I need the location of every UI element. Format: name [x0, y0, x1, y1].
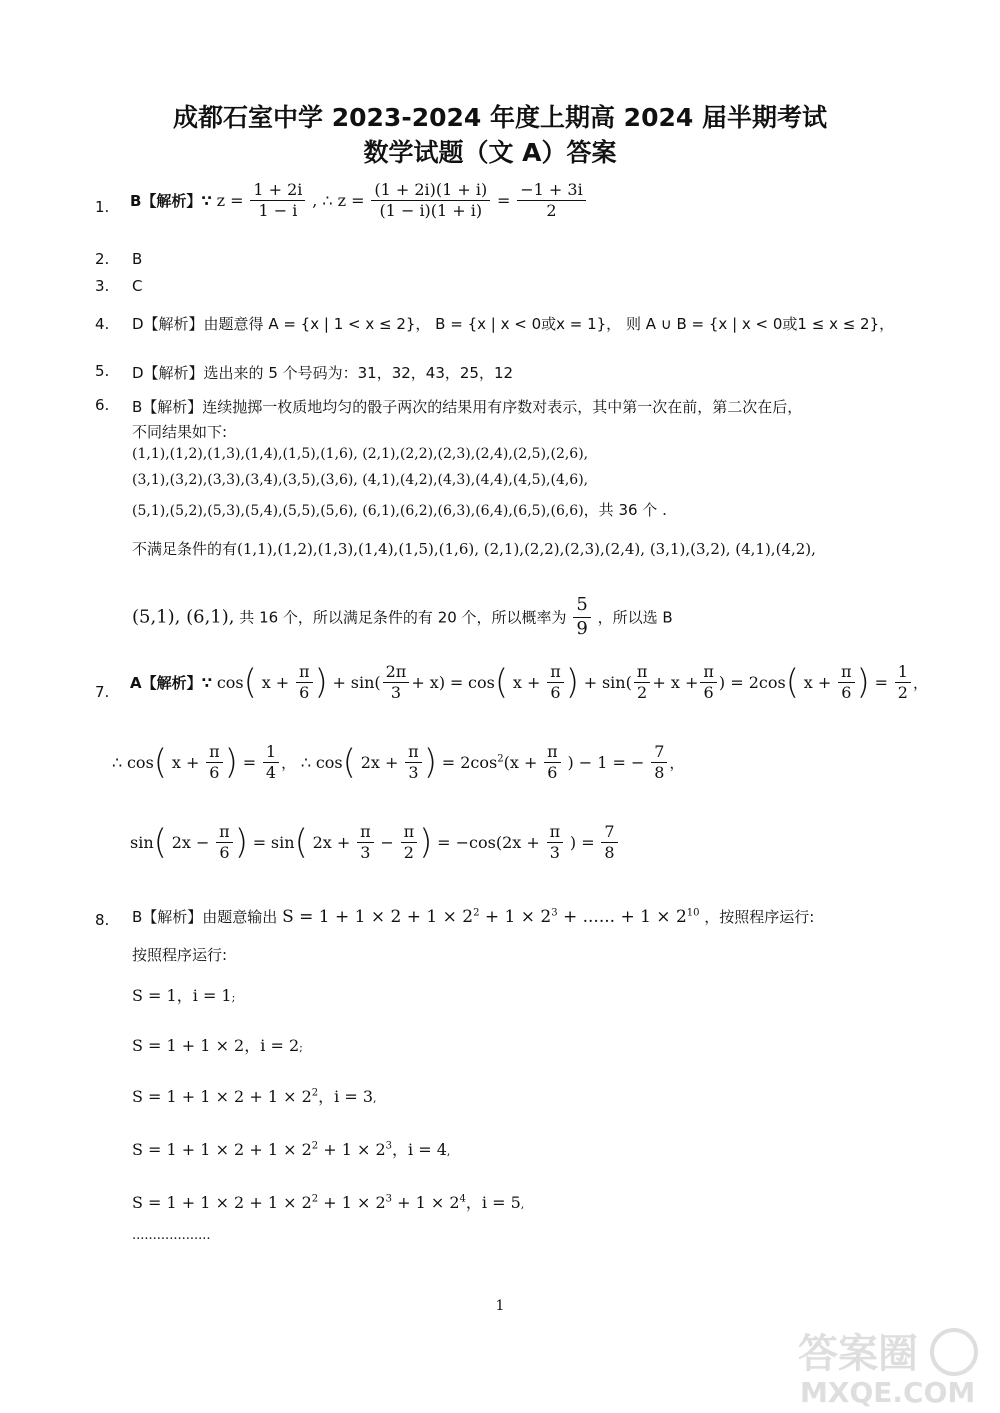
watermark-line2: MXQE.COM — [800, 1376, 976, 1407]
q8-prefix: B【解析】由题意输出 — [132, 908, 278, 926]
q2-answer: B — [132, 250, 143, 268]
q7-line2: ∴ cos( x + $\frac{\pi}{6}$ ) = $\frac{1}{4}$ ， ∴ cos( 2x + $\frac{\pi}{3}$ ) = $2\cos^2(x$ + $\frac{\pi}{6}$ ) − 1 = − $\frac{7}{8}$ ， — [112, 742, 685, 783]
q8-step-3: $S = 1 + 1 \times 2 + 1 \times 2^2$，i = 3, — [132, 1087, 377, 1106]
q7-line1: A【解析】∵ cos( x + $\frac{\pi}{6}$ ) + sin( $\frac{2\pi}{3}$ + x) = cos( x + $\frac{\pi}{6}$ ) + sin( $\frac{\pi}{2}$ + x + $\frac{\pi}{6}$ ) = 2cos( x + $\frac{\pi}{6}$ ) = $\frac{1}{2}$ ， — [130, 662, 928, 703]
q6-last-text: 共 16 个，所以满足条件的有 20 个，所以概率为 — [239, 608, 567, 627]
watermark-logo — [796, 1322, 986, 1407]
q8-step-5: $S = 1 + 1 \times 2 + 1 \times 2^2 + 1 \times 2^3 + 1 \times 2^4$，i = 5, — [132, 1193, 525, 1212]
q6-number: 6. — [95, 396, 110, 414]
q4-number: 4. — [95, 315, 110, 333]
q1-fraction-1: $\frac{1 + 2i}{1 - i}$ — [250, 180, 305, 221]
q1-fraction-2: $\frac{(1 + 2i)(1 + i)}{(1 - i)(1 + i)}$ — [371, 180, 490, 221]
q8-number: 8. — [95, 911, 110, 929]
page-number: 1 — [495, 1298, 505, 1314]
q3-number: 3. — [95, 277, 110, 295]
watermark-line1: 答案圈 — [798, 1331, 918, 1377]
q1-answer — [130, 180, 588, 221]
q6-conclusion-line — [132, 594, 673, 640]
q1-prefix: B【解析】∵ — [130, 192, 212, 210]
q6-unsat-pairs: (1,1),(1,2),(1,3),(1,4),(1,5),(1,6), (2,1),(2,2),(2,3),(2,4), (3,1),(3,2), (4,1),(4,2), — [237, 540, 816, 558]
q5-answer: D【解析】选出来的 5 个号码为：31，32，43，25，12 — [132, 364, 514, 382]
q8-step-4: $S = 1 + 1 \times 2 + 1 \times 2^2 + 1 \times 2^3$，i = 4, — [132, 1140, 451, 1159]
q8-line1: B【解析】由题意输出 $S = 1 + 1 \times 2 + 1 \times 2^2 + 1 \times 2^3$ + ...... + $1 \times 2^{10}$ ，按照程序运行: — [132, 907, 815, 927]
q6-line2: 不同结果如下: — [132, 423, 228, 441]
q6-probability: $\frac{5}{9}$ — [573, 594, 590, 640]
q4-answer: D【解析】由题意得 A = {x | 1 < x ≤ 2}， B = {x | x < 0或x = 1}， 则 A ∪ B = {x | x < 0或1 ≤ x ≤ 2}， — [132, 315, 895, 333]
q1-fraction-3: $\frac{-1 + 3i}{2}$ — [517, 180, 585, 221]
q8-suffix: ，按照程序运行: — [704, 908, 815, 926]
q6-last-pairs: (5,1), (6,1), — [132, 606, 235, 628]
q2-number: 2. — [95, 250, 110, 268]
page-title-line2: 数学试题（文 A）答案 — [363, 138, 617, 167]
q6-pairs-row1: (1,1),(1,2),(1,3),(1,4),(1,5),(1,6), (2,1),(2,2),(2,3),(2,4),(2,5),(2,6), — [132, 446, 589, 462]
q3-answer: C — [132, 277, 143, 295]
q6-pairs-row2: (3,1),(3,2),(3,3),(3,4),(3,5),(3,6), (4,1),(4,2),(4,3),(4,4),(4,5),(4,6), — [132, 472, 589, 488]
q6-unsat-label: 不满足条件的有 — [132, 540, 238, 558]
q6-unsatisfied — [132, 538, 816, 559]
q8-continuation-dots: ................... — [132, 1228, 211, 1243]
q8-step-2: S = 1 + 1 × 2，i = 2; — [132, 1036, 303, 1055]
q5-number: 5. — [95, 362, 110, 380]
q7-line3: sin( 2x − $\frac{\pi}{6}$ ) = sin( 2x + $\frac{\pi}{3}$ − $\frac{\pi}{2}$ ) = −cos(2x + $\frac{\pi}{3}$ ) = $\frac{7}{8}$ — [130, 822, 620, 863]
q8-line2: 按照程序运行: — [132, 946, 228, 964]
q6-line1: B【解析】连续抛掷一枚质地均匀的骰子两次的结果用有序数对表示，其中第一次在前，第二次在后， — [132, 398, 803, 416]
q1-z-eq: z = — [216, 191, 244, 210]
q6-pairs3-text: (5,1),(5,2),(5,3),(5,4),(5,5),(5,6), (6,1),(6,2),(6,3),(6,4),(6,5),(6,6) — [132, 503, 584, 519]
q6-total: ，共 36 个 . — [583, 501, 667, 519]
q1-eq: = — [497, 191, 511, 210]
q8-step-1: S = 1，i = 1; — [132, 986, 236, 1005]
q6-pairs-row3 — [132, 499, 667, 520]
q7-prefix: A【解析】∵ — [130, 674, 213, 692]
q7-number: 7. — [95, 683, 110, 701]
q1-number: 1. — [95, 198, 110, 216]
q6-conclusion: ，所以选 B — [597, 608, 673, 627]
q1-mid: , ∴ z = — [312, 191, 365, 210]
watermark-circle — [932, 1330, 976, 1374]
page-title-line1: 成都石室中学 2023-2024 年度上期高 2024 届半期考试 — [173, 103, 827, 132]
